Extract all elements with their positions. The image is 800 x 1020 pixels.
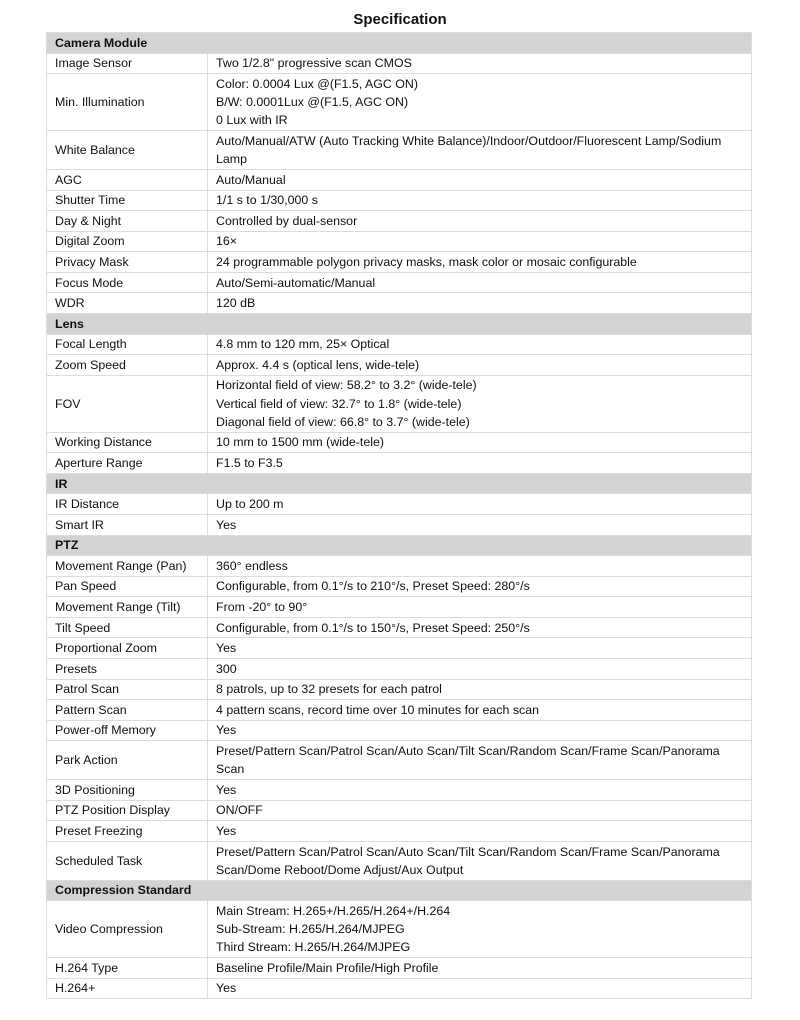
spec-row: [47, 169, 752, 190]
spec-value: [208, 453, 752, 474]
spec-value-line: Sub-Stream: H.265/H.264/MJPEG: [216, 922, 405, 937]
spec-value: [208, 355, 752, 376]
spec-value-line: Diagonal field of view: 66.8° to 3.7° (wide-tele): [216, 414, 470, 429]
spec-value: [208, 978, 752, 999]
spec-row: [47, 494, 752, 515]
spec-value-line: Yes: [216, 641, 237, 656]
spec-row: [47, 334, 752, 355]
spec-value: [208, 700, 752, 721]
page-title: Specification: [353, 11, 447, 28]
spec-row: [47, 272, 752, 293]
spec-value: [208, 821, 752, 842]
spec-value-line: Preset/Pattern Scan/Patrol Scan/Auto Scan/Tilt Scan/Random Scan/Frame Scan/Panorama Scan: [216, 744, 720, 777]
spec-value: [208, 659, 752, 680]
spec-label: Park Action: [47, 741, 208, 780]
spec-row: [47, 741, 752, 780]
spec-value: [208, 720, 752, 741]
spec-value: [208, 515, 752, 536]
section-title: Compression Standard: [47, 880, 752, 901]
spec-value: [208, 131, 752, 170]
spec-row: [47, 780, 752, 801]
spec-label: WDR: [47, 293, 208, 314]
spec-value-line: Configurable, from 0.1°/s to 150°/s, Preset Speed: 250°/s: [216, 620, 530, 635]
spec-label: Movement Range (Pan): [47, 556, 208, 577]
section-header: [47, 313, 752, 334]
spec-value-line: 120 dB: [216, 296, 256, 311]
spec-value-line: 4 pattern scans, record time over 10 minutes for each scan: [216, 702, 540, 717]
spec-label: Min. Illumination: [47, 74, 208, 131]
spec-value: [208, 841, 752, 880]
spec-value: [208, 556, 752, 577]
spec-label: Presets: [47, 659, 208, 680]
spec-value-line: Vertical field of view: 32.7° to 1.8° (wide-tele): [216, 396, 462, 411]
spec-label: Preset Freezing: [47, 821, 208, 842]
spec-value-line: Horizontal field of view: 58.2° to 3.2° (wide-tele): [216, 378, 477, 393]
spec-value: [208, 252, 752, 273]
spec-row: [47, 700, 752, 721]
spec-value: [208, 211, 752, 232]
spec-label: FOV: [47, 375, 208, 432]
spec-value: [208, 901, 752, 958]
spec-value-line: Yes: [216, 517, 237, 532]
spec-label: Pattern Scan: [47, 700, 208, 721]
spec-row: [47, 800, 752, 821]
spec-label: H.264 Type: [47, 958, 208, 979]
spec-value-line: B/W: 0.0001Lux @(F1.5, AGC ON): [216, 95, 409, 110]
spec-row: [47, 190, 752, 211]
spec-row: [47, 720, 752, 741]
spec-row: [47, 131, 752, 170]
spec-value-line: F1.5 to F3.5: [216, 455, 283, 470]
spec-value-line: Color: 0.0004 Lux @(F1.5, AGC ON): [216, 76, 418, 91]
spec-label: Tilt Speed: [47, 617, 208, 638]
spec-value-line: Auto/Semi-automatic/Manual: [216, 275, 376, 290]
spec-label: Shutter Time: [47, 190, 208, 211]
section-header: [47, 473, 752, 494]
spec-row: [47, 375, 752, 432]
spec-value-line: Yes: [216, 782, 237, 797]
spec-row: [47, 638, 752, 659]
spec-label: Smart IR: [47, 515, 208, 536]
spec-value-line: Yes: [216, 981, 237, 996]
spec-row: [47, 659, 752, 680]
spec-value: [208, 190, 752, 211]
spec-row: [47, 958, 752, 979]
spec-row: [47, 978, 752, 999]
spec-label: Scheduled Task: [47, 841, 208, 880]
section-header: [47, 33, 752, 54]
spec-row: [47, 821, 752, 842]
spec-label: Aperture Range: [47, 453, 208, 474]
spec-value-line: Up to 200 m: [216, 497, 284, 512]
spec-row: [47, 432, 752, 453]
spec-row: [47, 515, 752, 536]
spec-row: [47, 901, 752, 958]
spec-value: [208, 293, 752, 314]
spec-value: [208, 780, 752, 801]
section-title: Lens: [47, 313, 752, 334]
spec-label: Power-off Memory: [47, 720, 208, 741]
spec-value-line: Auto/Manual/ATW (Auto Tracking White Balance)/Indoor/Outdoor/Fluorescent Lamp/Sodium Lamp: [216, 133, 722, 167]
spec-row: [47, 53, 752, 74]
spec-value: [208, 494, 752, 515]
spec-value: [208, 679, 752, 700]
spec-value: [208, 741, 752, 780]
spec-value: [208, 597, 752, 618]
spec-row: [47, 293, 752, 314]
spec-label: Image Sensor: [47, 53, 208, 74]
spec-row: [47, 679, 752, 700]
section-title: IR: [47, 473, 752, 494]
spec-value: [208, 272, 752, 293]
spec-value-line: 360° endless: [216, 558, 288, 573]
spec-table: [46, 32, 752, 999]
spec-value-line: Baseline Profile/Main Profile/High Profile: [216, 960, 439, 975]
spec-label: Focal Length: [47, 334, 208, 355]
spec-value: [208, 432, 752, 453]
spec-label: Proportional Zoom: [47, 638, 208, 659]
spec-label: H.264+: [47, 978, 208, 999]
spec-row: [47, 556, 752, 577]
spec-row: [47, 231, 752, 252]
spec-value-line: Main Stream: H.265+/H.265/H.264+/H.264: [216, 903, 451, 918]
spec-value: [208, 334, 752, 355]
spec-row: [47, 252, 752, 273]
spec-label: Video Compression: [47, 901, 208, 958]
spec-value-line: Approx. 4.4 s (optical lens, wide-tele): [216, 357, 420, 372]
spec-row: [47, 841, 752, 880]
spec-row: [47, 74, 752, 131]
spec-value-line: 8 patrols, up to 32 presets for each patrol: [216, 682, 442, 697]
spec-value-line: Controlled by dual-sensor: [216, 213, 358, 228]
section-header: [47, 535, 752, 556]
spec-value-line: Third Stream: H.265/H.264/MJPEG: [216, 940, 411, 955]
spec-label: Focus Mode: [47, 272, 208, 293]
spec-label: Movement Range (Tilt): [47, 597, 208, 618]
spec-value-line: 10 mm to 1500 mm (wide-tele): [216, 435, 385, 450]
spec-value-line: Yes: [216, 823, 237, 838]
spec-label: Digital Zoom: [47, 231, 208, 252]
spec-value: [208, 53, 752, 74]
spec-value-line: Configurable, from 0.1°/s to 210°/s, Preset Speed: 280°/s: [216, 579, 530, 594]
spec-row: [47, 617, 752, 638]
spec-row: [47, 211, 752, 232]
spec-value: [208, 74, 752, 131]
spec-row: [47, 355, 752, 376]
spec-value-line: 300: [216, 661, 237, 676]
spec-table-body: [47, 33, 752, 999]
spec-value-line: Auto/Manual: [216, 172, 286, 187]
spec-value: [208, 800, 752, 821]
spec-value-line: Preset/Pattern Scan/Patrol Scan/Auto Scan/Tilt Scan/Random Scan/Frame Scan/Panorama Scan/Dome Reboot/Dome Adjust/Aux Output: [216, 844, 720, 877]
spec-label: Privacy Mask: [47, 252, 208, 273]
spec-row: [47, 453, 752, 474]
spec-label: Patrol Scan: [47, 679, 208, 700]
spec-row: [47, 576, 752, 597]
spec-label: Zoom Speed: [47, 355, 208, 376]
section-title: PTZ: [47, 535, 752, 556]
spec-value-line: ON/OFF: [216, 803, 263, 818]
spec-label: Pan Speed: [47, 576, 208, 597]
spec-value: [208, 617, 752, 638]
spec-label: Working Distance: [47, 432, 208, 453]
spec-value: [208, 638, 752, 659]
spec-value: [208, 958, 752, 979]
spec-value-line: Yes: [216, 723, 237, 738]
spec-label: IR Distance: [47, 494, 208, 515]
section-title: Camera Module: [47, 33, 752, 54]
spec-label: White Balance: [47, 131, 208, 170]
spec-value-line: 24 programmable polygon privacy masks, mask color or mosaic configurable: [216, 254, 637, 269]
spec-value-line: 16×: [216, 234, 238, 249]
spec-label: 3D Positioning: [47, 780, 208, 801]
spec-value-line: From -20° to 90°: [216, 600, 308, 614]
spec-value: [208, 375, 752, 432]
section-header: [47, 880, 752, 901]
spec-label: AGC: [47, 169, 208, 190]
spec-label: Day & Night: [47, 211, 208, 232]
spec-value-line: Two 1/2.8" progressive scan CMOS: [216, 56, 412, 71]
spec-value: [208, 576, 752, 597]
spec-row: [47, 597, 752, 618]
spec-value: [208, 231, 752, 252]
spec-label: PTZ Position Display: [47, 800, 208, 821]
spec-value-line: 4.8 mm to 120 mm, 25× Optical: [216, 337, 390, 352]
spec-value: [208, 169, 752, 190]
spec-value-line: 0 Lux with IR: [216, 113, 288, 128]
spec-value-line: 1/1 s to 1/30,000 s: [216, 193, 318, 208]
